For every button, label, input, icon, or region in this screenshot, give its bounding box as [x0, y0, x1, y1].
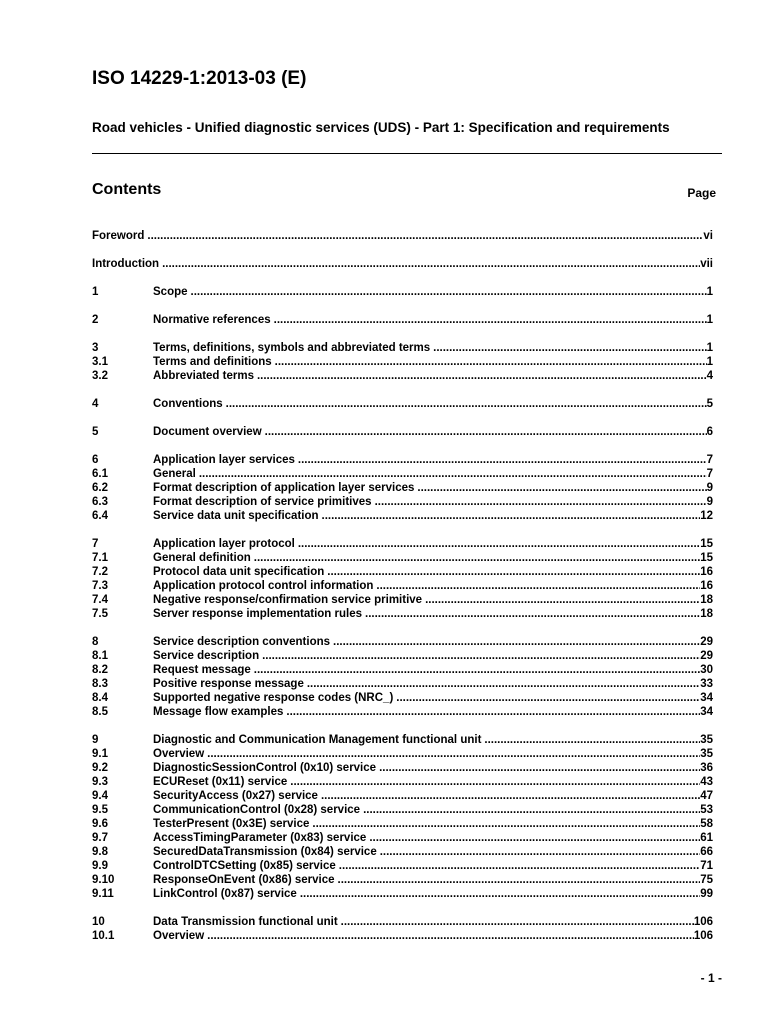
toc-entry[interactable]	[92, 635, 713, 649]
toc-dot-leader	[290, 775, 700, 789]
toc-entry-number: 9.11	[92, 888, 114, 900]
toc-entry-title: Request message	[153, 664, 251, 676]
toc-entry-title: Introduction	[92, 258, 160, 270]
toc-entry[interactable]	[92, 649, 713, 663]
toc-dot-leader	[369, 831, 700, 845]
toc-entry[interactable]	[92, 509, 713, 523]
toc-entry-page: 6	[706, 426, 713, 438]
page-column-heading: Page	[687, 186, 716, 200]
toc-entry-page: 71	[700, 860, 713, 872]
toc-entry[interactable]	[92, 579, 713, 593]
toc-entry[interactable]	[92, 733, 713, 747]
toc-entry[interactable]	[92, 845, 713, 859]
toc-entry[interactable]	[92, 705, 713, 719]
toc-entry-number: 9.8	[92, 846, 108, 858]
toc-entry-page: 43	[700, 776, 713, 788]
toc-entry-page: 29	[700, 636, 713, 648]
toc-entry-title: TesterPresent (0x3E) service	[153, 818, 310, 830]
toc-dot-leader	[321, 789, 700, 803]
toc-entry-title: Terms and definitions	[153, 356, 272, 368]
toc-dot-leader	[265, 425, 707, 439]
toc-entry-title: Server response implementation rules	[153, 608, 362, 620]
toc-entry-number: 7.4	[92, 594, 108, 606]
toc-dot-leader	[300, 887, 700, 901]
toc-entry-page: 9	[706, 496, 713, 508]
toc-dot-leader	[257, 369, 707, 383]
toc-dot-leader	[338, 873, 701, 887]
toc-entry-title: Overview	[153, 930, 205, 942]
toc-dot-leader	[363, 803, 700, 817]
toc-dot-leader	[484, 733, 700, 747]
toc-entry-title: DiagnosticSessionControl (0x10) service	[153, 762, 377, 774]
toc-entry-number: 6.2	[92, 482, 108, 494]
toc-entry-page: 18	[700, 608, 713, 620]
toc-dot-leader	[341, 915, 694, 929]
toc-entry-title: Protocol data unit specification	[153, 566, 325, 578]
toc-entry-page: 99	[700, 888, 713, 900]
toc-entry-title: Overview	[153, 748, 205, 760]
toc-entry-title: Terms, definitions, symbols and abbreviated terms	[153, 342, 431, 354]
toc-entry-page: 29	[700, 650, 713, 662]
toc-entry-page: 7	[706, 468, 713, 480]
toc-entry[interactable]	[92, 803, 713, 817]
toc-entry-title: Diagnostic and Communication Management functional unit	[153, 734, 482, 746]
toc-dot-leader	[226, 397, 707, 411]
toc-entry[interactable]	[92, 817, 713, 831]
toc-dot-leader	[262, 649, 700, 663]
toc-entry-page: 66	[700, 846, 713, 858]
toc-dot-leader	[339, 859, 700, 873]
toc-entry-title: Scope	[153, 286, 188, 298]
toc-entry-number: 9.9	[92, 860, 108, 872]
toc-dot-leader	[379, 761, 700, 775]
toc-entry[interactable]	[92, 453, 713, 467]
toc-entry-title: CommunicationControl (0x28) service	[153, 804, 361, 816]
toc-entry[interactable]	[92, 929, 713, 943]
toc-entry[interactable]	[92, 789, 713, 803]
toc-entry-page: 1	[706, 286, 713, 298]
toc-dot-leader	[365, 607, 700, 621]
toc-dot-leader	[147, 229, 703, 243]
toc-entry-title: Format description of service primitives	[153, 496, 372, 508]
toc-entry-page: 35	[700, 734, 713, 746]
toc-entry-title: Normative references	[153, 314, 271, 326]
toc-entry-number: 8.4	[92, 692, 108, 704]
toc-entry[interactable]	[92, 313, 713, 327]
toc-entry-title: Foreword	[92, 230, 145, 242]
toc-entry-page: vi	[703, 230, 713, 242]
toc-entry-title: Format description of application layer services	[153, 482, 415, 494]
toc-entry-page: 61	[700, 832, 713, 844]
toc-entry[interactable]	[92, 915, 713, 929]
toc-entry[interactable]	[92, 397, 713, 411]
toc-entry[interactable]	[92, 887, 713, 901]
toc-entry[interactable]	[92, 663, 713, 677]
toc-entry-title: LinkControl (0x87) service	[153, 888, 297, 900]
toc-entry[interactable]	[92, 747, 713, 761]
toc-dot-leader	[274, 313, 707, 327]
toc-entry-page: vii	[700, 258, 713, 270]
toc-entry-number: 10.1	[92, 930, 115, 942]
toc-dot-leader	[207, 929, 694, 943]
toc-entry-page: 4	[706, 370, 713, 382]
toc-entry[interactable]	[92, 831, 713, 845]
page-number: - 1 -	[700, 971, 722, 985]
toc-entry-title: ControlDTCSetting (0x85) service	[153, 860, 336, 872]
toc-entry-title: Service data unit specification	[153, 510, 319, 522]
toc-dot-leader	[376, 579, 700, 593]
toc-entry-number: 6.4	[92, 510, 108, 522]
toc-dot-leader	[162, 257, 700, 271]
toc-entry-title: Application protocol control information	[153, 580, 374, 592]
toc-entry-title: Supported negative response codes (NRC_)	[153, 692, 394, 704]
toc-entry-page: 9	[706, 482, 713, 494]
toc-entry-number: 9.1	[92, 748, 108, 760]
toc-entry-title: Conventions	[153, 398, 223, 410]
toc-entry-number: 4	[92, 398, 99, 410]
toc-dot-leader	[254, 663, 700, 677]
toc-dot-leader	[298, 453, 707, 467]
toc-entry-page: 106	[693, 930, 713, 942]
toc-entry[interactable]	[92, 593, 713, 607]
toc-dot-leader	[433, 341, 706, 355]
toc-dot-leader	[207, 747, 700, 761]
toc-entry-page: 16	[700, 580, 713, 592]
toc-entry-number: 8	[92, 636, 99, 648]
toc-entry-number: 3.1	[92, 356, 108, 368]
toc-entry-page: 106	[693, 916, 713, 928]
toc-dot-leader	[298, 537, 700, 551]
toc-entry[interactable]	[92, 677, 713, 691]
toc-dot-leader	[275, 355, 707, 369]
toc-entry-number: 9.2	[92, 762, 108, 774]
toc-entry-number: 6.3	[92, 496, 108, 508]
toc-entry-page: 15	[700, 552, 713, 564]
toc-entry-number: 1	[92, 286, 99, 298]
toc-entry[interactable]	[92, 481, 713, 495]
toc-entry-page: 15	[700, 538, 713, 550]
toc-entry[interactable]	[92, 607, 713, 621]
toc-entry-page: 53	[700, 804, 713, 816]
contents-heading: Contents	[92, 181, 162, 198]
toc-entry-number: 7.3	[92, 580, 108, 592]
toc-entry-title: Abbreviated terms	[153, 370, 254, 382]
toc-entry[interactable]	[92, 355, 713, 369]
toc-entry-page: 75	[700, 874, 713, 886]
toc-dot-leader	[333, 635, 700, 649]
toc-entry-page: 36	[700, 762, 713, 774]
toc-dot-leader	[375, 495, 707, 509]
toc-dot-leader	[199, 467, 707, 481]
toc-entry-title: Data Transmission functional unit	[153, 916, 338, 928]
toc-entry-number: 7	[92, 538, 99, 550]
toc-entry-number: 2	[92, 314, 99, 326]
toc-entry-page: 30	[700, 664, 713, 676]
toc-entry[interactable]	[92, 285, 713, 299]
toc-entry[interactable]	[92, 257, 713, 271]
toc-entry[interactable]	[92, 859, 713, 873]
toc-entry-page: 12	[700, 510, 713, 522]
toc-entry[interactable]	[92, 425, 713, 439]
toc-entry-title: ResponseOnEvent (0x86) service	[153, 874, 335, 886]
toc-entry[interactable]	[92, 467, 713, 481]
toc-entry-number: 7.1	[92, 552, 108, 564]
toc-entry[interactable]	[92, 369, 713, 383]
toc-entry-number: 6	[92, 454, 99, 466]
document-subtitle: Road vehicles - Unified diagnostic services (UDS) - Part 1: Specification and requirements	[92, 120, 670, 135]
toc-entry-number: 7.5	[92, 608, 108, 620]
toc-dot-leader	[425, 593, 700, 607]
toc-entry-number: 5	[92, 426, 99, 438]
toc-entry-number: 9.4	[92, 790, 108, 802]
toc-entry-title: Service description	[153, 650, 260, 662]
toc-entry-page: 18	[700, 594, 713, 606]
toc-dot-leader	[417, 481, 706, 495]
toc-entry-page: 35	[700, 748, 713, 760]
toc-entry-number: 8.3	[92, 678, 108, 690]
toc-entry-page: 7	[706, 454, 713, 466]
toc-entry-number: 3.2	[92, 370, 108, 382]
toc-entry-title: Document overview	[153, 426, 262, 438]
toc-entry-page: 16	[700, 566, 713, 578]
toc-entry[interactable]	[92, 565, 713, 579]
toc-entry[interactable]	[92, 341, 713, 355]
toc-entry-page: 1	[706, 314, 713, 326]
document-title: ISO 14229-1:2013-03 (E)	[92, 68, 307, 89]
toc-entry-number: 8.2	[92, 664, 108, 676]
toc-entry[interactable]	[92, 537, 713, 551]
toc-entry-title: Application layer services	[153, 454, 295, 466]
toc-entry[interactable]	[92, 551, 713, 565]
toc-dot-leader	[327, 565, 700, 579]
toc-entry-page: 33	[700, 678, 713, 690]
toc-dot-leader	[286, 705, 700, 719]
toc-entry-number: 9.7	[92, 832, 108, 844]
toc-dot-leader	[322, 509, 701, 523]
toc-entry-page: 58	[700, 818, 713, 830]
toc-entry[interactable]	[92, 495, 713, 509]
toc-entry-title: ECUReset (0x11) service	[153, 776, 288, 788]
toc-entry[interactable]	[92, 873, 713, 887]
toc-entry-number: 7.2	[92, 566, 108, 578]
toc-entry-page: 47	[700, 790, 713, 802]
toc-entry-number: 9	[92, 734, 99, 746]
toc-dot-leader	[312, 817, 700, 831]
toc-entry-number: 9.3	[92, 776, 108, 788]
toc-entry-page: 1	[706, 356, 713, 368]
toc-entry[interactable]	[92, 229, 713, 243]
toc-entry-title: Message flow examples	[153, 706, 284, 718]
toc-entry-title: SecuredDataTransmission (0x84) service	[153, 846, 377, 858]
toc-entry-title: AccessTimingParameter (0x83) service	[153, 832, 367, 844]
toc-entry-page: 5	[706, 398, 713, 410]
toc-entry-number: 8.1	[92, 650, 108, 662]
toc-entry-number: 6.1	[92, 468, 108, 480]
toc-dot-leader	[380, 845, 700, 859]
toc-entry-title: General definition	[153, 552, 251, 564]
toc-dot-leader	[307, 677, 700, 691]
toc-entry-title: Application layer protocol	[153, 538, 295, 550]
toc-entry-page: 34	[700, 692, 713, 704]
toc-entry-title: Service description conventions	[153, 636, 331, 648]
toc-entry-page: 1	[706, 342, 713, 354]
toc-dot-leader	[191, 285, 707, 299]
toc-entry-number: 8.5	[92, 706, 108, 718]
toc-entry-title: Positive response message	[153, 678, 304, 690]
toc-entry[interactable]	[92, 775, 713, 789]
toc-entry-page: 34	[700, 706, 713, 718]
toc-dot-leader	[396, 691, 700, 705]
toc-entry[interactable]	[92, 691, 713, 705]
toc-entry-number: 3	[92, 342, 99, 354]
toc-entry-title: General	[153, 468, 196, 480]
toc-entry[interactable]	[92, 761, 713, 775]
toc-entry-number: 9.6	[92, 818, 108, 830]
toc-entry-number: 9.5	[92, 804, 108, 816]
toc-dot-leader	[254, 551, 700, 565]
toc-entry-title: SecurityAccess (0x27) service	[153, 790, 318, 802]
toc-entry-number: 9.10	[92, 874, 115, 886]
toc-entry-number: 10	[92, 916, 105, 928]
toc-entry-title: Negative response/confirmation service primitive	[153, 594, 423, 606]
